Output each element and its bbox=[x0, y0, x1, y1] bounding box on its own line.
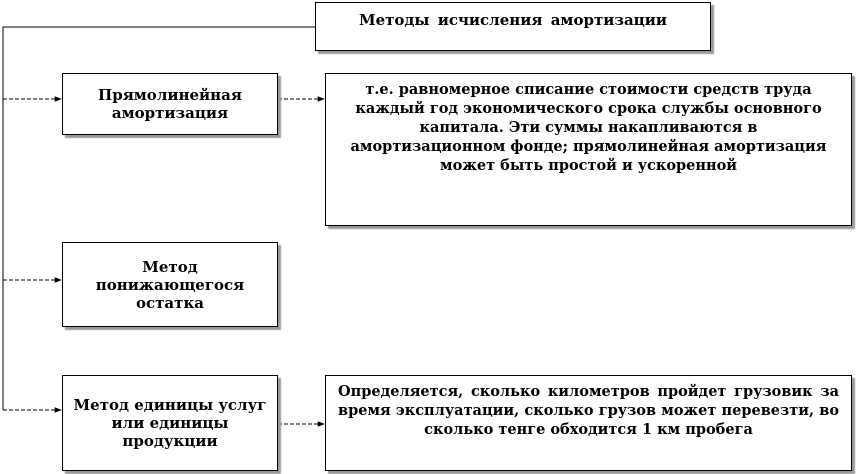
method-description-units-of-production bbox=[325, 375, 852, 471]
method-node-straight-line bbox=[62, 73, 278, 135]
method-node-label: Метод понижающегося остатка bbox=[95, 257, 245, 312]
method-description-text: Определяется, сколько километров пройдет грузовик за время эксплуатации, сколько грузов может перевезти, во сколько тенге обходится 1 км пробега bbox=[338, 383, 839, 438]
method-node-declining-balance bbox=[62, 242, 278, 327]
root-node-label: Методы исчисления амортизации bbox=[358, 11, 667, 29]
method-node-label: Метод единицы услуг или единицы продукции bbox=[73, 396, 267, 450]
method-node-label: Прямолинейная амортизация bbox=[98, 86, 242, 122]
root-node bbox=[315, 2, 711, 51]
method-description-straight-line bbox=[325, 73, 852, 226]
method-node-units-of-production bbox=[62, 375, 278, 471]
method-description-text: т.е. равномерное списание стоимости средств труда каждый год экономического срока службы основного капитала. Эти суммы накапливаются в амортизационном фонде; прямолинейная амортизация может быть простой и ускоренной bbox=[350, 81, 827, 174]
